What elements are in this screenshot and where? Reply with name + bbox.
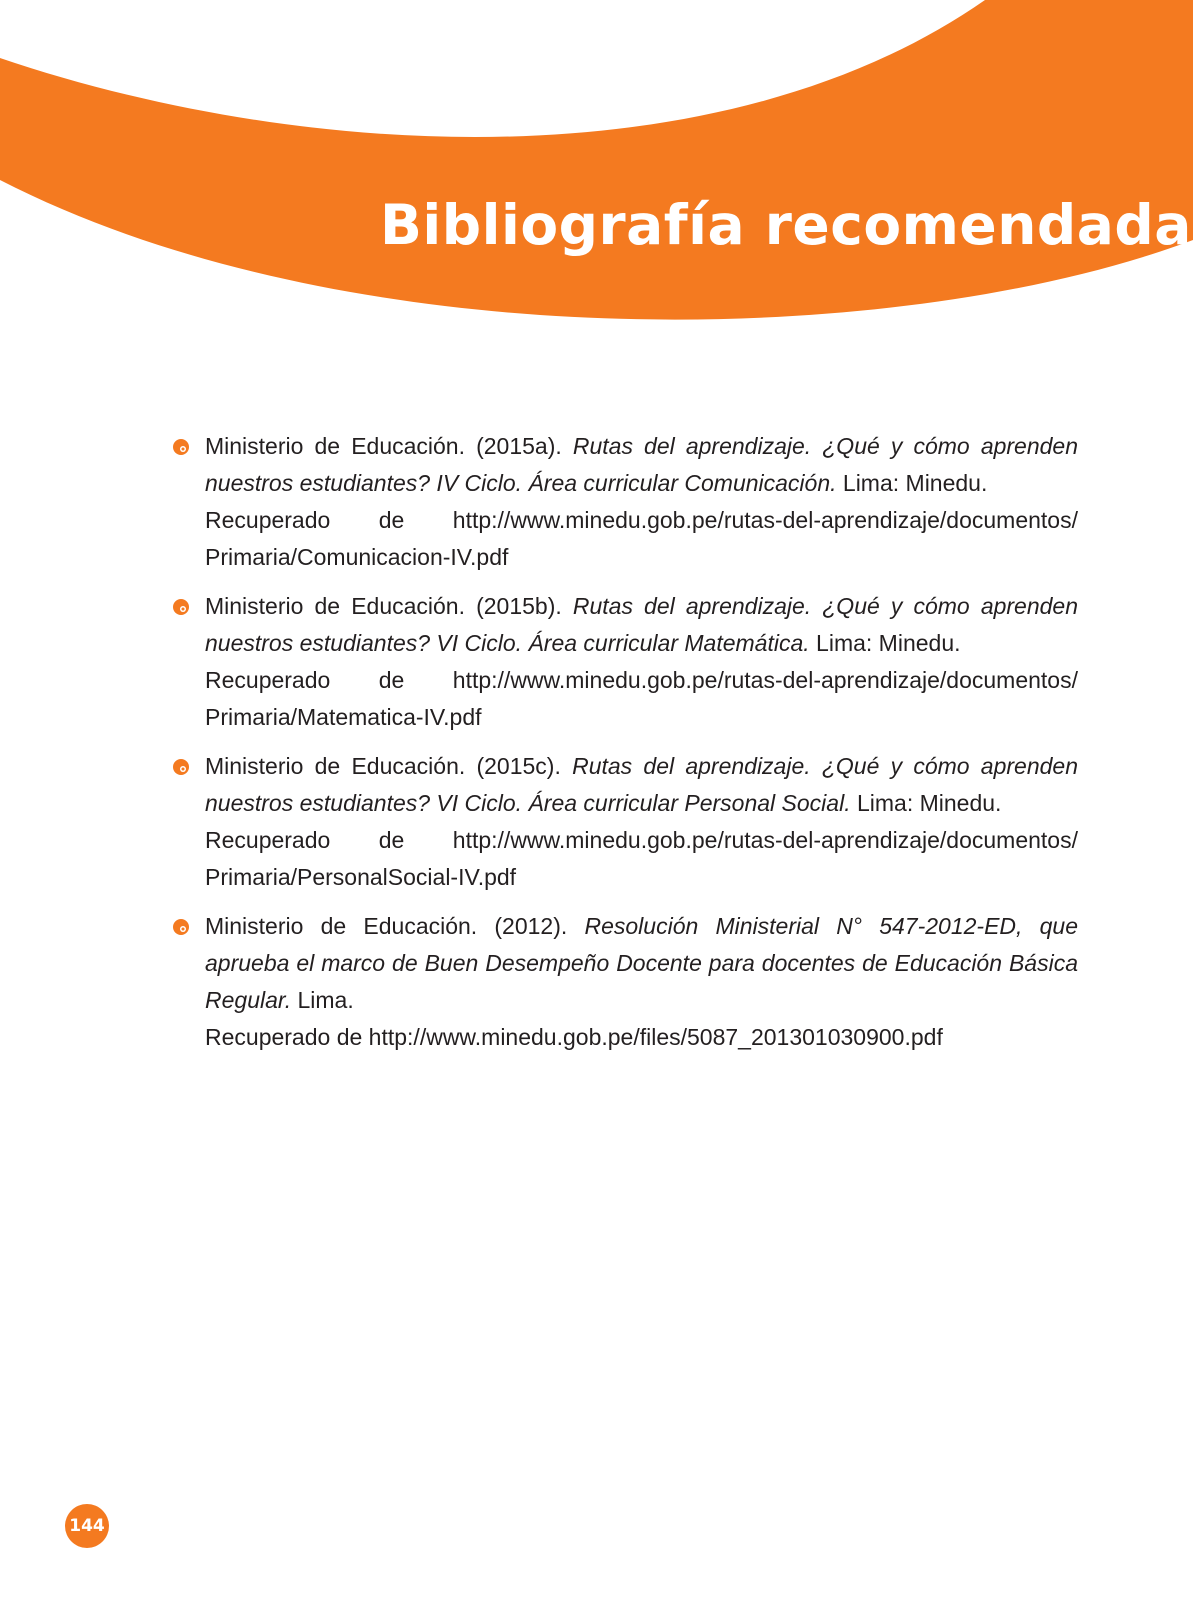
reference-author: Ministerio de Educación. (2015b). <box>205 593 562 619</box>
bullet-icon <box>173 599 189 615</box>
reference-item <box>170 428 1078 576</box>
bullet-icon <box>173 439 189 455</box>
reference-title: Rutas del aprendizaje. ¿Qué y cómo aprenden nuestros estudiantes? VI Ciclo. Área curricular Matemática. <box>205 593 1079 656</box>
reference-title: Resolución Ministerial N° 547-2012-ED, que aprueba el marco de Buen Desempeño Docente para docentes de Educación Básica Regular. <box>205 913 1078 1013</box>
reference-url-tail[interactable]: Primaria/Comunicacion-IV.pdf <box>205 544 509 570</box>
reference-retrieved-line <box>205 502 1078 539</box>
bullet-icon <box>173 759 189 775</box>
retrieved-de: de <box>378 507 405 533</box>
bullet-icon <box>173 919 189 935</box>
reference-retrieved-line[interactable]: Recuperado de http://www.minedu.gob.pe/files/5087_201301030900.pdf <box>205 1024 943 1050</box>
reference-url-link[interactable]: http://www.minedu.gob.pe/rutas-del-aprendizaje/documentos/ <box>452 667 1078 693</box>
reference-author: Ministerio de Educación. (2015a). <box>205 433 562 459</box>
reference-citation <box>205 748 1078 822</box>
reference-author: Ministerio de Educación. (2015c). <box>205 753 561 779</box>
retrieved-label: Recuperado <box>205 507 331 533</box>
page-title: Bibliografía recomendada <box>380 193 1192 257</box>
reference-item <box>170 588 1078 736</box>
reference-publisher: Lima: Minedu. <box>816 630 961 656</box>
reference-url-link[interactable]: http://www.minedu.gob.pe/rutas-del-aprendizaje/documentos/ <box>452 827 1078 853</box>
header-banner <box>0 0 1193 340</box>
reference-url-tail[interactable]: Primaria/Matematica-IV.pdf <box>205 704 482 730</box>
reference-citation <box>205 588 1078 662</box>
reference-author: Ministerio de Educación. (2012). <box>205 913 568 939</box>
reference-url-link[interactable]: http://www.minedu.gob.pe/rutas-del-aprendizaje/documentos/ <box>452 507 1078 533</box>
reference-title: Rutas del aprendizaje. ¿Qué y cómo aprenden nuestros estudiantes? VI Ciclo. Área curricular Personal Social. <box>205 753 1079 816</box>
reference-publisher: Lima: Minedu. <box>842 470 988 496</box>
reference-publisher: Lima. <box>297 987 354 1013</box>
reference-publisher: Lima: Minedu. <box>856 790 1002 816</box>
reference-citation <box>205 908 1078 1019</box>
reference-retrieved-line <box>205 662 1078 699</box>
reference-item <box>170 748 1078 896</box>
reference-url-tail[interactable]: Primaria/PersonalSocial-IV.pdf <box>205 864 517 890</box>
header-wave-shape <box>0 0 1193 320</box>
page-number: 144 <box>65 1504 109 1548</box>
retrieved-label: Recuperado <box>205 667 331 693</box>
reference-title: Rutas del aprendizaje. ¿Qué y cómo aprenden nuestros estudiantes? IV Ciclo. Área curricular Comunicación. <box>205 433 1079 496</box>
reference-citation <box>205 428 1078 502</box>
reference-list <box>170 428 1078 1068</box>
retrieved-de: de <box>378 667 405 693</box>
retrieved-de: de <box>378 827 405 853</box>
reference-retrieved-line <box>205 822 1078 859</box>
reference-item <box>170 908 1078 1056</box>
retrieved-label: Recuperado <box>205 827 331 853</box>
